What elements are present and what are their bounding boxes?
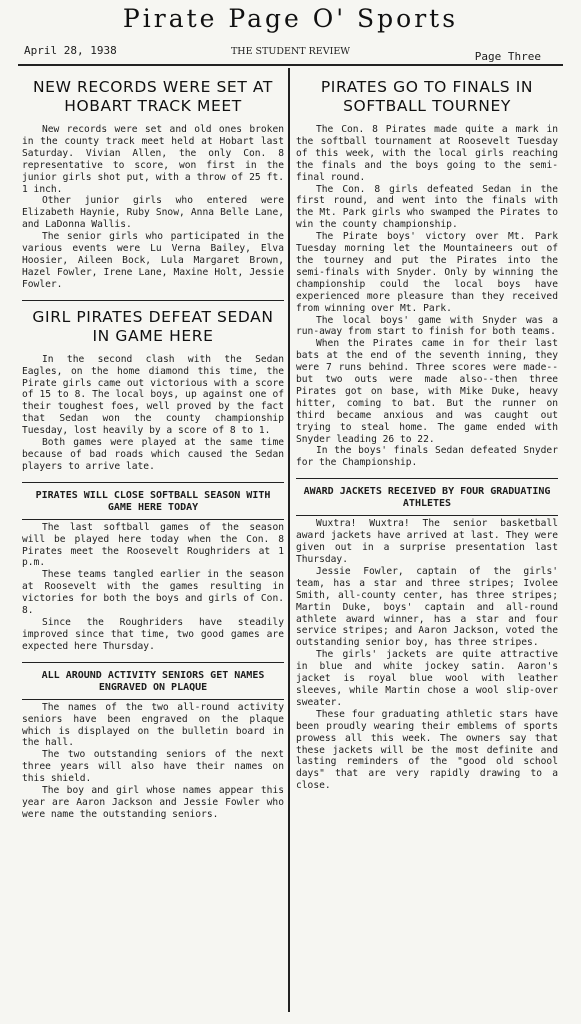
- page-number: Page Three: [474, 50, 541, 63]
- article-paragraph: In the boys' finals Sedan defeated Snyder for the Championship.: [296, 445, 558, 469]
- column-divider: [288, 68, 290, 1012]
- article-paragraph: These four graduating athletic stars have been proudly wearing their emblems of sports prowess all this week. The owners say that these jackets will be the most definite and lasting reminders of the "good old school days" that are very rapidly drawing to a close.: [296, 708, 558, 792]
- article-paragraph: These teams tangled earlier in the season at Roosevelt with the games resulting in victories for both the boys and girls of Con. 8.: [22, 569, 284, 617]
- article-headline: AWARD JACKETS RECEIVED BY FOUR GRADUATING ATHLETES: [303, 486, 551, 510]
- article-paragraph: Other junior girls who entered were Elizabeth Haynie, Ruby Snow, Anna Belle Lane, and LaDonna Wallis.: [22, 195, 284, 231]
- article-softball-finals: [296, 78, 558, 469]
- publication-name: THE STUDENT REVIEW: [230, 46, 351, 57]
- article-track-meet: [22, 78, 284, 291]
- article-paragraph: New records were set and old ones broken in the county track meet held at Hobart last Saturday. Vivian Allen, the only Con. 8 representative to score, won first in the junior girls shot put, with a throw of 25 ft. 1 inch.: [22, 124, 284, 195]
- right-column: [296, 76, 558, 792]
- article-close-season: [22, 490, 284, 653]
- article-plaque: [22, 670, 284, 821]
- headline-rule: [296, 515, 558, 516]
- header-rule: [18, 64, 563, 66]
- headline-rule: [22, 519, 284, 520]
- article-headline: ALL AROUND ACTIVITY SENIORS GET NAMES ENGRAVED ON PLAQUE: [41, 669, 265, 693]
- article-paragraph: Since the Roughriders have steadily improved since that time, two good games are expected here Thursday.: [22, 617, 284, 652]
- article-paragraph: Wuxtra! Wuxtra! The senior basketball award jackets have arrived at last. They were given out in a surprise presentation last Thursday.: [296, 518, 558, 565]
- article-paragraph: The local boys' game with Snyder was a run-away from start to finish for both teams.: [296, 314, 558, 338]
- article-paragraph: The Pirate boys' victory over Mt. Park Tuesday morning let the Mountaineers out of the tourney and put the Pirates into the semi-finals with Snyder. Only by winning the championship could the local boys have experienced more pleasure than they received from winning over Mt. Park.: [296, 231, 558, 314]
- article-paragraph: Both games were played at the same time because of bad roads which caused the Sedan players to arrive late.: [22, 437, 284, 472]
- article-paragraph: The boy and girl whose names appear this year are Aaron Jackson and Jessie Fowler who were name the outstanding seniors.: [22, 785, 284, 820]
- article-headline: NEW RECORDS WERE SET AT HOBART TRACK MEET: [32, 78, 273, 115]
- article-divider: [22, 662, 284, 663]
- article-paragraph: The girls' jackets are quite attractive in blue and white jockey satin. Aaron's jacket is royal blue wool with leather sleeves, while Martin chose a wool slip-over sweater.: [296, 649, 558, 708]
- article-award-jackets: [296, 486, 558, 792]
- article-headline: GIRL PIRATES DEFEAT SEDAN IN GAME HERE: [32, 307, 274, 345]
- article-paragraph: The two outstanding seniors of the next three years will also have their names on this shield.: [22, 749, 284, 785]
- article-divider: [22, 300, 284, 301]
- article-girl-pirates: [22, 308, 284, 473]
- article-paragraph: The Con. 8 Pirates made quite a mark in the softball tournament at Roosevelt Tuesday of this week, with the local girls reaching the finals and the boys going to the semi-final round.: [296, 124, 558, 183]
- article-divider: [22, 482, 284, 483]
- article-paragraph: The names of the two all-round activity seniors have been engraved on the plaque which is displayed on the bulletin board in the hall.: [22, 701, 284, 749]
- headline-rule: [22, 699, 284, 700]
- article-paragraph: The senior girls who participated in the various events were Lu Verna Bailey, Elva Hoosier, Aileen Bock, Lula Margaret Brown, Hazel Fowler, Irene Lane, Maxine Holt, Jessie Fowler.: [22, 231, 284, 290]
- article-headline: PIRATES GO TO FINALS IN SOFTBALL TOURNEY: [320, 78, 534, 115]
- article-paragraph: The last softball games of the season will be played here today when the Con. 8 Pirates meet the Roosevelt Roughriders at 1 p.m.: [22, 521, 284, 569]
- issue-date: April 28, 1938: [24, 44, 117, 57]
- article-paragraph: In the second clash with the Sedan Eagles, on the home diamond this time, the Pirate girls came out victorious with a score of 15 to 8. The local boys, up against one of their toughest foes, well proved by the fact that Sedan won the county championship Tuesday, lost heavily by a score of 8 to 1.: [22, 353, 284, 437]
- article-paragraph: The Con. 8 girls defeated Sedan in the first round, and went into the finals with the Mt. Park girls who swamped the Pirates to win the county championship.: [296, 183, 558, 231]
- left-column: [22, 76, 284, 821]
- article-headline: PIRATES WILL CLOSE SOFTBALL SEASON WITH GAME HERE TODAY: [35, 489, 271, 513]
- article-divider: [296, 478, 558, 479]
- masthead: Pirate Page O' Sports: [122, 4, 459, 33]
- article-paragraph: When the Pirates came in for their last bats at the end of the seventh inning, they were 7 runs behind. Three scores were made--but two outs were made also--then three Pirates got on base, with Mike Duke, heavy hitter, coming to bat. But the runner on third became anxious and was caught out trying to steal home. The game ended with Snyder leading 26 to 22.: [296, 338, 558, 445]
- article-paragraph: Jessie Fowler, captain of the girls' team, has a star and three stripes; Ivolee Smith, all-county center, has three stripes; Martin Duke, boys' captain and all-round athlete award winner, has a star and four service stripes; and Aaron Jackson, voted the outstanding senior boy, has three stripes.: [296, 565, 558, 649]
